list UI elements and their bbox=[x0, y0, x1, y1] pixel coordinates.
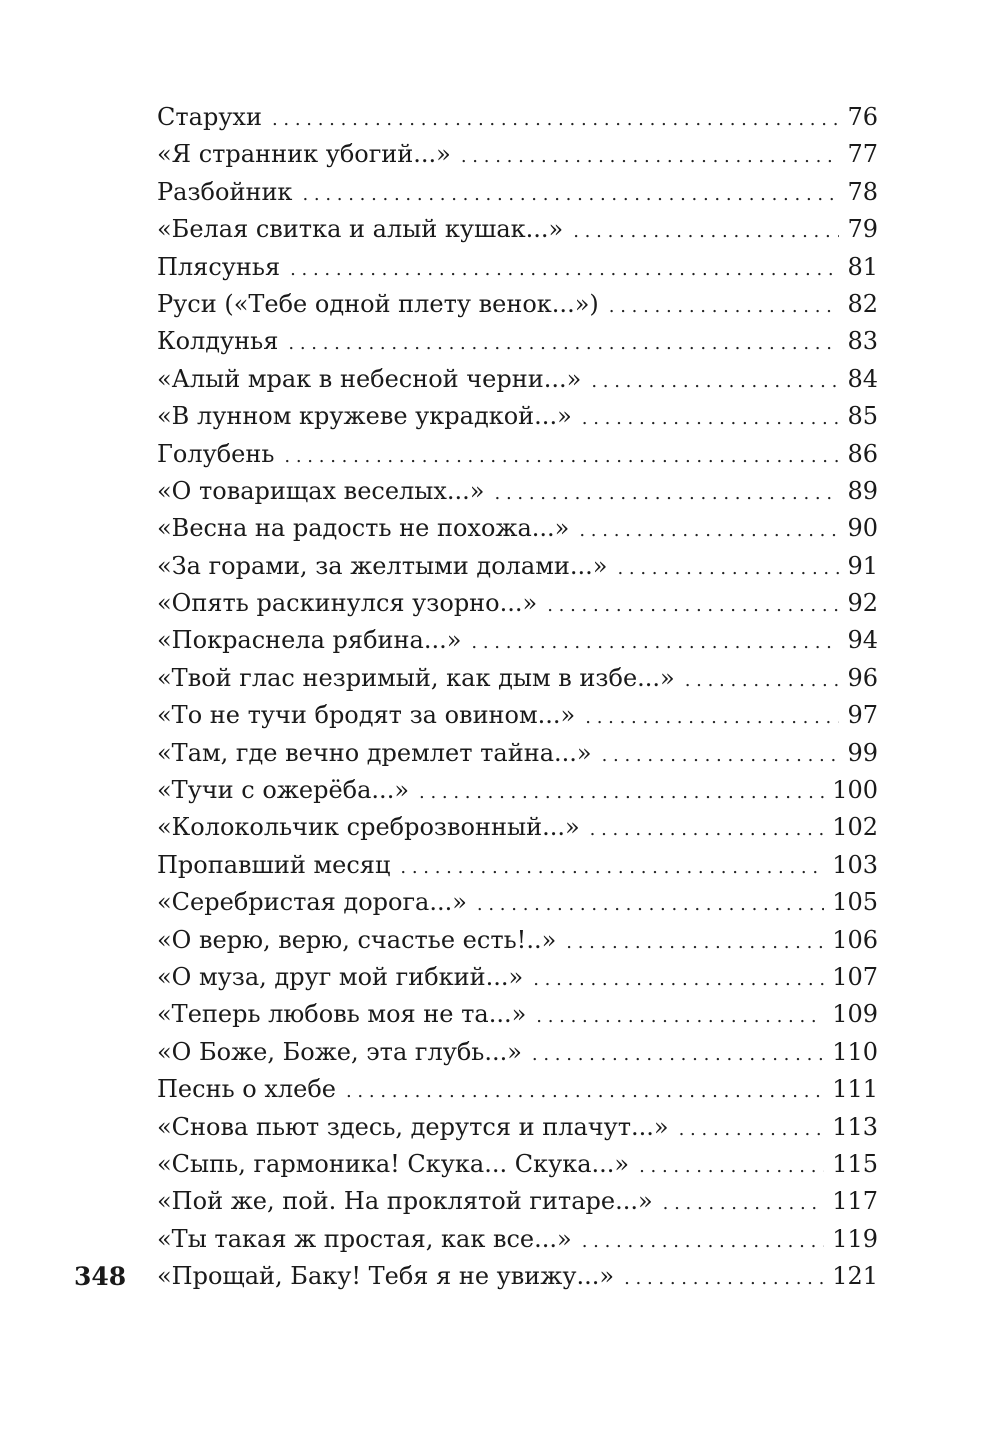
dot-leader bbox=[663, 1185, 825, 1222]
toc-entry-page: 102 bbox=[832, 813, 878, 842]
toc-entry-page: 90 bbox=[847, 514, 878, 543]
toc-entry-page: 121 bbox=[832, 1262, 878, 1291]
toc-entry-title: «Колокольчик среброзвонный...» bbox=[157, 813, 580, 842]
toc-entry bbox=[157, 622, 878, 659]
dot-leader bbox=[590, 811, 825, 848]
toc-entry bbox=[157, 660, 878, 697]
toc-entry bbox=[157, 585, 878, 622]
dot-leader bbox=[288, 325, 839, 362]
dot-leader bbox=[302, 176, 839, 213]
toc-entry-page: 107 bbox=[832, 962, 878, 991]
toc-entry bbox=[157, 1146, 878, 1183]
dot-leader bbox=[573, 213, 839, 250]
toc-entry-title: Колдунья bbox=[157, 327, 279, 356]
toc-entry-page: 91 bbox=[847, 551, 878, 580]
toc-entry bbox=[157, 436, 878, 473]
toc-entry-page: 96 bbox=[847, 663, 878, 692]
toc-entry-page: 92 bbox=[847, 589, 878, 618]
toc-entry-title: «Твой глас незримый, как дым в избе...» bbox=[157, 663, 675, 692]
toc-entry bbox=[157, 1183, 878, 1220]
dot-leader bbox=[679, 1111, 825, 1148]
toc-entry-page: 82 bbox=[847, 289, 878, 318]
toc-entry-title: «О товарищах веселых...» bbox=[157, 476, 485, 505]
toc-entry-title: «Опять раскинулся узорно...» bbox=[157, 589, 538, 618]
table-of-contents bbox=[157, 99, 878, 1296]
dot-leader bbox=[284, 438, 839, 475]
toc-entry-title: «Алый мрак в небесной черни...» bbox=[157, 364, 582, 393]
toc-entry-page: 76 bbox=[847, 103, 878, 131]
dot-leader bbox=[419, 774, 824, 811]
toc-entry-title: Плясунья bbox=[157, 252, 281, 281]
toc-entry-page: 103 bbox=[832, 850, 878, 879]
dot-leader bbox=[477, 886, 824, 923]
toc-entry-title: «Пой же, пой. На проклятой гитаре...» bbox=[157, 1187, 653, 1216]
toc-entry-title: «Прощай, Баку! Тебя я не увижу...» bbox=[157, 1262, 615, 1291]
dot-leader bbox=[533, 961, 824, 998]
toc-entry-title: «То не тучи бродят за овином...» bbox=[157, 701, 576, 730]
toc-entry-title: Старухи bbox=[157, 103, 262, 131]
toc-entry-title: «О верю, верю, счастье есть!..» bbox=[157, 925, 557, 954]
toc-entry-title: «Белая свитка и алый кушак...» bbox=[157, 215, 564, 244]
toc-entry-page: 111 bbox=[832, 1075, 878, 1104]
toc-entry-page: 117 bbox=[832, 1187, 878, 1216]
toc-entry-page: 94 bbox=[847, 626, 878, 655]
toc-entry bbox=[157, 959, 878, 996]
toc-entry-page: 105 bbox=[832, 888, 878, 917]
dot-leader bbox=[609, 288, 840, 325]
dot-leader bbox=[290, 251, 839, 288]
toc-entry bbox=[157, 884, 878, 921]
toc-entry bbox=[157, 996, 878, 1033]
dot-leader bbox=[624, 1260, 824, 1297]
toc-entry-page: 84 bbox=[847, 364, 878, 393]
toc-entry-title: Голубень bbox=[157, 439, 275, 468]
toc-entry bbox=[157, 398, 878, 435]
toc-entry bbox=[157, 323, 878, 360]
toc-entry bbox=[157, 809, 878, 846]
toc-entry-page: 89 bbox=[847, 476, 878, 505]
dot-leader bbox=[547, 587, 839, 624]
dot-leader bbox=[591, 363, 839, 400]
dot-leader bbox=[272, 101, 839, 138]
dot-leader bbox=[582, 1223, 824, 1260]
dot-leader bbox=[685, 662, 840, 699]
toc-entry bbox=[157, 1221, 878, 1258]
toc-entry-page: 100 bbox=[832, 776, 878, 805]
toc-entry-page: 81 bbox=[847, 252, 878, 281]
dot-leader bbox=[346, 1073, 824, 1110]
toc-entry bbox=[157, 922, 878, 959]
toc-entry-page: 79 bbox=[847, 215, 878, 244]
toc-entry bbox=[157, 735, 878, 772]
toc-entry-title: «За горами, за желтыми долами...» bbox=[157, 551, 608, 580]
toc-entry-page: 106 bbox=[832, 925, 878, 954]
dot-leader bbox=[566, 924, 824, 961]
toc-entry-page: 109 bbox=[832, 1000, 878, 1029]
toc-entry-title: «Теперь любовь моя не та...» bbox=[157, 1000, 527, 1029]
dot-leader bbox=[585, 699, 839, 736]
toc-entry-title: «Ты такая ж простая, как все...» bbox=[157, 1224, 572, 1253]
toc-entry bbox=[157, 99, 878, 136]
toc-entry-title: «О Боже, Боже, эта глубь...» bbox=[157, 1037, 522, 1066]
toc-entry bbox=[157, 510, 878, 547]
dot-leader bbox=[536, 998, 824, 1035]
toc-entry bbox=[157, 1258, 878, 1295]
toc-entry-title: «Там, где вечно дремлет тайна...» bbox=[157, 738, 592, 767]
dot-leader bbox=[582, 400, 840, 437]
toc-entry-title: Разбойник bbox=[157, 177, 293, 206]
toc-entry bbox=[157, 1071, 878, 1108]
toc-entry-title: «Тучи с ожерёба...» bbox=[157, 776, 409, 805]
toc-entry bbox=[157, 548, 878, 585]
toc-entry-page: 86 bbox=[847, 439, 878, 468]
toc-entry bbox=[157, 361, 878, 398]
toc-entry-title: «Серебристая дорога...» bbox=[157, 888, 467, 917]
toc-entry-page: 83 bbox=[847, 327, 878, 356]
toc-entry bbox=[157, 847, 878, 884]
toc-entry-title: «Снова пьют здесь, дерутся и плачут...» bbox=[157, 1112, 669, 1141]
toc-entry-title: Руси («Тебе одной плету венок...») bbox=[157, 289, 599, 318]
dot-leader bbox=[639, 1148, 824, 1185]
page-number: 348 bbox=[74, 1262, 127, 1291]
toc-entry-page: 113 bbox=[832, 1112, 878, 1141]
toc-entry bbox=[157, 136, 878, 173]
toc-entry-page: 99 bbox=[847, 738, 878, 767]
toc-entry-title: «Весна на радость не похожа...» bbox=[157, 514, 570, 543]
dot-leader bbox=[400, 849, 824, 886]
dot-leader bbox=[617, 550, 839, 587]
toc-entry bbox=[157, 772, 878, 809]
toc-entry bbox=[157, 1034, 878, 1071]
toc-entry-page: 97 bbox=[847, 701, 878, 730]
toc-entry bbox=[157, 174, 878, 211]
toc-entry-page: 77 bbox=[847, 140, 878, 169]
toc-entry bbox=[157, 249, 878, 286]
toc-entry-title: «О муза, друг мой гибкий...» bbox=[157, 962, 524, 991]
toc-entry bbox=[157, 473, 878, 510]
dot-leader bbox=[532, 1036, 824, 1073]
toc-entry-title: Пропавший месяц bbox=[157, 850, 391, 879]
toc-entry-title: Песнь о хлебе bbox=[157, 1075, 336, 1104]
toc-entry-page: 85 bbox=[847, 402, 878, 431]
dot-leader bbox=[495, 475, 840, 512]
toc-entry-page: 110 bbox=[832, 1037, 878, 1066]
toc-entry-title: «Сыпь, гармоника! Скука... Скука...» bbox=[157, 1149, 630, 1178]
toc-entry-page: 119 bbox=[832, 1224, 878, 1253]
toc-entry bbox=[157, 697, 878, 734]
toc-entry bbox=[157, 211, 878, 248]
toc-entry-page: 78 bbox=[847, 177, 878, 206]
dot-leader bbox=[579, 512, 839, 549]
toc-entry-title: «В лунном кружеве украдкой...» bbox=[157, 402, 572, 431]
toc-entry bbox=[157, 1109, 878, 1146]
toc-entry-page: 115 bbox=[832, 1149, 878, 1178]
toc-entry-title: «Я странник убогий...» bbox=[157, 140, 451, 169]
dot-leader bbox=[461, 138, 840, 175]
toc-entry bbox=[157, 286, 878, 323]
dot-leader bbox=[602, 737, 840, 774]
dot-leader bbox=[471, 624, 839, 661]
toc-entry-title: «Покраснела рябина...» bbox=[157, 626, 462, 655]
